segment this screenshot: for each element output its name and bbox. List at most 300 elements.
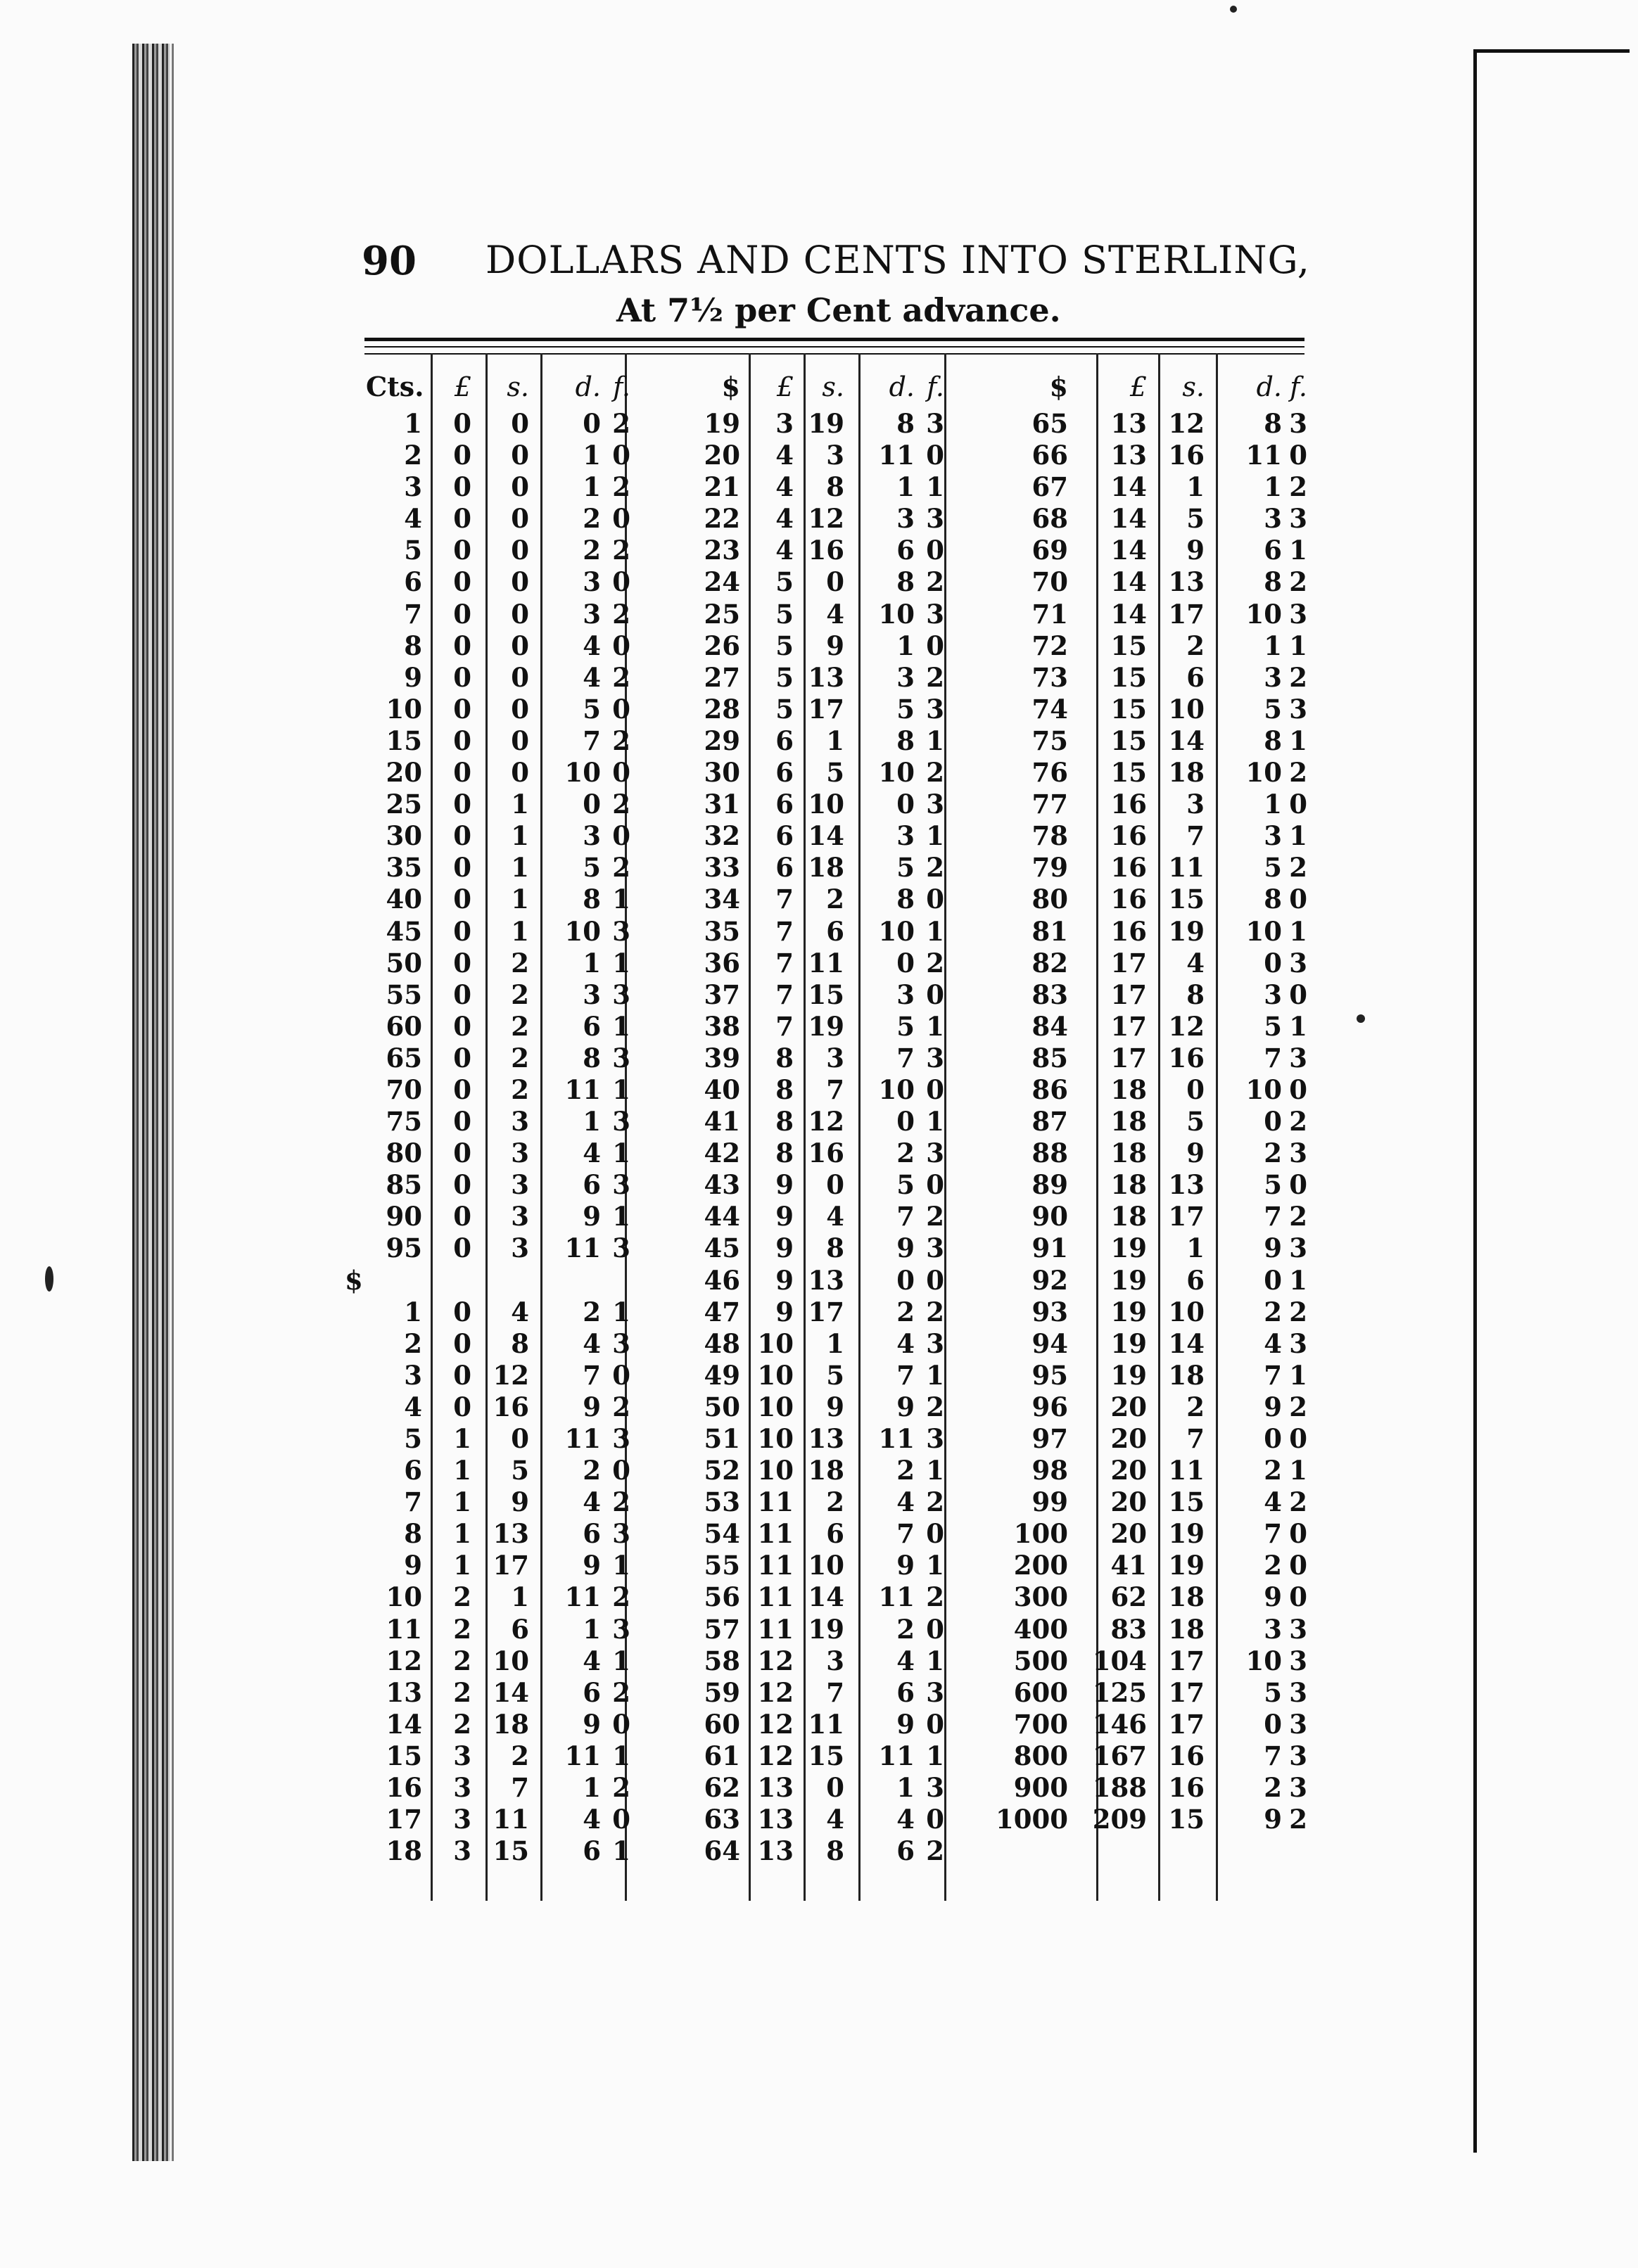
cell-shillings: 11 (1168, 852, 1205, 884)
cell-pence: 1 (583, 1613, 601, 1645)
cell-shillings: 17 (1168, 1201, 1205, 1232)
cell-farthings: 1 (1289, 630, 1307, 661)
cell-pence: 10 (878, 1074, 915, 1105)
cell-pence: 6 (583, 1010, 601, 1042)
cell-pence: 3 (1264, 820, 1282, 852)
cell-farthings: 0 (612, 820, 630, 852)
cell-shillings: 10 (1168, 693, 1205, 725)
cell-shillings: 5 (511, 1455, 529, 1486)
cell-farthings: 3 (612, 1327, 630, 1359)
cell-shillings: 16 (808, 535, 844, 566)
cell-pence: 4 (896, 1804, 915, 1835)
cell-amount: 64 (704, 1835, 740, 1867)
cell-pounds: 2 (453, 1708, 471, 1740)
cell-pence: 3 (583, 820, 601, 852)
cell-farthings: 0 (926, 440, 944, 471)
cell-pounds: 0 (453, 884, 471, 915)
cell-pence: 3 (583, 598, 601, 630)
cell-pounds: 0 (453, 1327, 471, 1359)
cell-pounds: 2 (453, 1645, 471, 1676)
table-row (366, 1518, 633, 1550)
cell-amount: 35 (386, 852, 422, 884)
cell-shillings: 6 (1186, 661, 1205, 693)
cell-farthings: 1 (926, 1740, 944, 1771)
cell-amount: 55 (704, 1550, 740, 1581)
cell-pounds: 0 (453, 1201, 471, 1232)
cell-pounds: 20 (1110, 1423, 1147, 1454)
cell-farthings: 3 (1289, 1708, 1307, 1740)
table-row (690, 662, 950, 694)
cell-pence: 7 (896, 1359, 915, 1391)
cell-pence: 3 (896, 820, 915, 852)
cell-shillings: 8 (1186, 979, 1205, 1010)
cell-shillings: 11 (808, 1708, 844, 1740)
table-row (366, 916, 633, 948)
cell-amount: 46 (704, 1264, 740, 1296)
table-row (1013, 789, 1309, 820)
cell-pounds: 9 (775, 1232, 794, 1264)
cell-farthings: 2 (612, 408, 630, 439)
cell-pounds: 0 (453, 503, 471, 535)
cell-amount: 80 (1031, 884, 1068, 915)
table-row (366, 1614, 633, 1645)
cell-pounds: 7 (775, 979, 794, 1010)
cell-shillings: 1 (511, 820, 529, 852)
cell-pounds: 10 (757, 1423, 794, 1454)
table-row (366, 1138, 633, 1169)
column-header-pounds: £ (776, 371, 794, 402)
cell-amount: 48 (704, 1327, 740, 1359)
cell-pence: 5 (1264, 1010, 1282, 1042)
cell-shillings: 5 (826, 1359, 844, 1391)
cell-pounds: 6 (775, 852, 794, 884)
cell-farthings: 0 (612, 566, 630, 598)
table-row (690, 884, 950, 915)
cell-pounds: 3 (453, 1835, 471, 1867)
table-row (366, 471, 633, 503)
cell-amount: 17 (386, 1804, 422, 1835)
cell-amount: 4 (404, 1391, 422, 1422)
cell-pence: 4 (1264, 1486, 1282, 1518)
cell-farthings: 3 (926, 693, 944, 725)
cell-pounds: 19 (1110, 1359, 1147, 1391)
cell-amount: 7 (404, 598, 422, 630)
cell-pence: 7 (896, 1518, 915, 1550)
cell-shillings: 16 (808, 1138, 844, 1169)
cell-shillings: 8 (826, 1835, 844, 1867)
cell-shillings: 18 (493, 1708, 529, 1740)
cell-shillings: 9 (826, 630, 844, 661)
cell-pounds: 19 (1110, 1264, 1147, 1296)
cell-farthings: 1 (612, 1550, 630, 1581)
cell-amount: 30 (386, 820, 422, 852)
page-number: 90 (362, 238, 417, 284)
cell-farthings: 2 (612, 1772, 630, 1804)
cell-shillings: 10 (493, 1645, 529, 1676)
table-row (366, 566, 633, 598)
cell-amount: 9 (404, 1550, 422, 1581)
cell-pounds: 17 (1110, 1042, 1147, 1074)
cell-pounds: 12 (757, 1645, 794, 1676)
cell-pounds: 16 (1110, 915, 1147, 947)
cell-pounds: 17 (1110, 947, 1147, 979)
dust-speck (1357, 1014, 1365, 1023)
cell-shillings: 1 (826, 1327, 844, 1359)
cell-shillings: 6 (826, 1518, 844, 1550)
cell-pence: 1 (583, 947, 601, 979)
cell-shillings: 19 (808, 408, 844, 439)
table-row (366, 1391, 633, 1423)
cell-pence: 9 (1264, 1232, 1282, 1264)
cell-shillings: 2 (1186, 630, 1205, 661)
cell-pence: 5 (896, 852, 915, 884)
table-row (690, 948, 950, 979)
cell-farthings: 1 (612, 1645, 630, 1676)
cell-amount: 8 (404, 630, 422, 661)
cell-pence: 3 (1264, 503, 1282, 535)
cell-pounds: 0 (453, 440, 471, 471)
cell-pounds: 9 (775, 1169, 794, 1201)
cell-pounds: 0 (453, 852, 471, 884)
cell-pence: 8 (1264, 725, 1282, 756)
cell-shillings: 18 (1168, 757, 1205, 789)
cell-pounds: 7 (775, 915, 794, 947)
cell-shillings: 13 (808, 1423, 844, 1454)
cell-shillings: 18 (1168, 1581, 1205, 1613)
cell-amount: 10 (386, 693, 422, 725)
cell-amount: 67 (1031, 471, 1068, 503)
cell-amount: 87 (1031, 1106, 1068, 1138)
cell-farthings: 0 (612, 503, 630, 535)
cell-farthings: 2 (612, 789, 630, 820)
cell-pounds: 3 (453, 1804, 471, 1835)
cell-farthings: 0 (926, 884, 944, 915)
cell-pence: 1 (1264, 471, 1282, 503)
cell-pence: 11 (564, 1074, 601, 1105)
cell-farthings: 1 (1289, 535, 1307, 566)
cell-farthings: 0 (612, 1708, 630, 1740)
cell-farthings: 1 (926, 1550, 944, 1581)
cell-shillings: 3 (511, 1169, 529, 1201)
cell-amount: 32 (704, 820, 740, 852)
cell-pence: 10 (1245, 1074, 1282, 1105)
cell-pence: 3 (896, 661, 915, 693)
cell-shillings: 5 (1186, 503, 1205, 535)
cell-pence: 1 (896, 1772, 915, 1804)
cell-farthings: 1 (1289, 1455, 1307, 1486)
cell-amount: 39 (704, 1042, 740, 1074)
cell-shillings: 14 (1168, 725, 1205, 756)
cell-pence: 5 (896, 1169, 915, 1201)
cell-farthings: 3 (1289, 693, 1307, 725)
cell-pence: 3 (583, 979, 601, 1010)
table-row (690, 408, 950, 440)
cell-amount: 400 (1013, 1613, 1068, 1645)
table-row (366, 1709, 633, 1740)
cell-pence: 0 (896, 1106, 915, 1138)
table-row (366, 820, 633, 852)
table-header-row (690, 366, 950, 408)
cell-pounds: 15 (1110, 693, 1147, 725)
cell-pence: 6 (583, 1676, 601, 1708)
cell-farthings: 0 (612, 440, 630, 471)
table-row (690, 1614, 950, 1645)
cell-shillings: 12 (493, 1359, 529, 1391)
cell-shillings: 16 (1168, 1772, 1205, 1804)
cell-pounds: 20 (1110, 1486, 1147, 1518)
cell-amount: 95 (1031, 1359, 1068, 1391)
header-rule (364, 338, 1304, 341)
cell-shillings: 17 (808, 693, 844, 725)
cell-amount: 23 (704, 535, 740, 566)
header-rule (364, 346, 1304, 348)
table-row (1013, 979, 1309, 1011)
table-row (1013, 662, 1309, 694)
cell-farthings: 3 (1289, 1740, 1307, 1771)
cell-shillings: 3 (511, 1106, 529, 1138)
page-subtitle: At 7½ per Cent advance. (616, 291, 1061, 329)
cell-amount: 1 (404, 1296, 422, 1327)
cell-pence: 4 (583, 1486, 601, 1518)
table-row (690, 1297, 950, 1328)
table-row (690, 1232, 950, 1264)
cell-pounds: 0 (453, 1138, 471, 1169)
cell-amount: 95 (386, 1232, 422, 1264)
cell-pounds: 12 (757, 1708, 794, 1740)
table-row (690, 916, 950, 948)
cell-farthings: 3 (612, 1106, 630, 1138)
cell-shillings: 12 (1168, 1010, 1205, 1042)
table-row (690, 1391, 950, 1423)
cell-amount: 22 (704, 503, 740, 535)
cell-pounds: 8 (775, 1138, 794, 1169)
cell-farthings: 3 (1289, 1772, 1307, 1804)
cell-amount: 85 (386, 1169, 422, 1201)
cell-pounds: 15 (1110, 725, 1147, 756)
cell-pounds: 7 (775, 1010, 794, 1042)
cell-farthings: 2 (1289, 1804, 1307, 1835)
cell-shillings: 4 (1186, 947, 1205, 979)
table-row (690, 1423, 950, 1455)
cell-pence: 3 (1264, 661, 1282, 693)
cell-pounds: 0 (453, 1042, 471, 1074)
table-row (1013, 1360, 1309, 1391)
cell-shillings: 0 (511, 757, 529, 789)
cell-pence: 2 (583, 1455, 601, 1486)
table-row (1013, 820, 1309, 852)
cell-shillings: 0 (511, 471, 529, 503)
table-row (366, 503, 633, 535)
cell-shillings: 0 (511, 725, 529, 756)
table-row (690, 852, 950, 884)
table-row (366, 1106, 633, 1138)
cell-amount: 84 (1031, 1010, 1068, 1042)
cell-shillings: 10 (1168, 1296, 1205, 1327)
cell-pounds: 18 (1110, 1074, 1147, 1105)
table-row (690, 1581, 950, 1613)
cell-farthings: 0 (926, 1518, 944, 1550)
table-row (1013, 1297, 1309, 1328)
cell-amount: 96 (1031, 1391, 1068, 1422)
cell-shillings: 7 (1186, 1423, 1205, 1454)
cell-shillings: 6 (511, 1613, 529, 1645)
cell-amount: 91 (1031, 1232, 1068, 1264)
cell-farthings: 0 (1289, 884, 1307, 915)
cell-farthings: 0 (926, 1264, 944, 1296)
cell-pence: 2 (583, 535, 601, 566)
cell-farthings: 1 (1289, 915, 1307, 947)
cell-amount: 65 (1031, 408, 1068, 439)
cell-amount: 15 (386, 1740, 422, 1771)
cell-farthings: 2 (612, 725, 630, 756)
table-row (690, 1138, 950, 1169)
cell-shillings: 13 (1168, 1169, 1205, 1201)
cell-amount: 3 (404, 1359, 422, 1391)
cell-farthings: 2 (612, 598, 630, 630)
cell-shillings: 2 (511, 947, 529, 979)
cell-pounds: 15 (1110, 661, 1147, 693)
cell-shillings: 8 (826, 471, 844, 503)
cell-farthings: 1 (612, 1296, 630, 1327)
cell-amount: 37 (704, 979, 740, 1010)
table-row (366, 1581, 633, 1613)
column-header-farthings: f. (1290, 371, 1307, 402)
cell-farthings: 2 (1289, 1486, 1307, 1518)
cell-amount: 18 (386, 1835, 422, 1867)
cell-shillings: 10 (808, 1550, 844, 1581)
cell-pence: 3 (896, 979, 915, 1010)
cell-farthings: 0 (612, 1455, 630, 1486)
cell-pounds: 0 (453, 915, 471, 947)
cell-amount: 20 (386, 757, 422, 789)
cell-pounds: 16 (1110, 820, 1147, 852)
table-row (690, 1169, 950, 1201)
cell-shillings: 2 (511, 1740, 529, 1771)
cell-pounds: 13 (757, 1772, 794, 1804)
table-row (690, 1645, 950, 1677)
cell-pence: 9 (896, 1708, 915, 1740)
cell-pounds: 18 (1110, 1106, 1147, 1138)
cell-amount: 100 (1013, 1518, 1068, 1550)
cell-amount: 13 (386, 1676, 422, 1708)
cell-amount: 97 (1031, 1423, 1068, 1454)
cell-farthings: 1 (612, 1074, 630, 1105)
cell-shillings: 8 (826, 1232, 844, 1264)
cell-farthings: 0 (1289, 1518, 1307, 1550)
cell-shillings: 3 (1186, 789, 1205, 820)
cell-pounds: 6 (775, 757, 794, 789)
cell-farthings: 3 (926, 1423, 944, 1454)
cell-pence: 3 (1264, 1613, 1282, 1645)
cell-pence: 0 (896, 1264, 915, 1296)
table-row (1013, 630, 1309, 662)
table-row (366, 1835, 633, 1867)
cell-farthings: 2 (612, 1676, 630, 1708)
cell-amount: 300 (1013, 1581, 1068, 1613)
cell-amount: 52 (704, 1455, 740, 1486)
table-row (690, 471, 950, 503)
table-row (690, 1772, 950, 1804)
cell-farthings: 1 (612, 884, 630, 915)
cell-farthings: 0 (1289, 1581, 1307, 1613)
cell-shillings: 1 (1186, 471, 1205, 503)
cell-pence: 11 (564, 1740, 601, 1771)
cell-amount: 30 (704, 757, 740, 789)
cell-amount: 60 (704, 1708, 740, 1740)
cell-shillings: 13 (493, 1518, 529, 1550)
cell-pounds: 125 (1092, 1676, 1147, 1708)
cell-amount: 98 (1031, 1455, 1068, 1486)
cell-amount: 69 (1031, 535, 1068, 566)
cell-pence: 10 (1245, 757, 1282, 789)
cell-farthings: 3 (1289, 1138, 1307, 1169)
cell-pence: 0 (1264, 947, 1282, 979)
cell-amount: 2 (404, 1327, 422, 1359)
cell-amount: 36 (704, 947, 740, 979)
cell-farthings: 1 (926, 1010, 944, 1042)
column-header-pence: d. (575, 371, 601, 402)
column-header-farthings: f. (613, 371, 630, 402)
cell-farthings: 0 (1289, 1423, 1307, 1454)
table-row (1013, 852, 1309, 884)
cell-shillings: 13 (808, 1264, 844, 1296)
cell-amount: 700 (1013, 1708, 1068, 1740)
cell-pence: 2 (583, 503, 601, 535)
cell-pence: 7 (1264, 1201, 1282, 1232)
cell-pounds: 5 (775, 693, 794, 725)
table-row (690, 1455, 950, 1486)
cell-farthings: 2 (1289, 1296, 1307, 1327)
cell-farthings: 1 (612, 1010, 630, 1042)
cell-shillings: 16 (1168, 440, 1205, 471)
cell-pounds: 14 (1110, 503, 1147, 535)
cell-farthings: 2 (612, 1486, 630, 1518)
cell-shillings: 0 (511, 408, 529, 439)
cell-pence: 4 (896, 1327, 915, 1359)
cell-pence: 2 (896, 1613, 915, 1645)
cell-pounds: 4 (775, 503, 794, 535)
cell-shillings: 14 (808, 820, 844, 852)
cell-amount: 35 (704, 915, 740, 947)
cell-farthings: 3 (926, 1042, 944, 1074)
dust-speck (1230, 6, 1237, 13)
table-row (1013, 566, 1309, 598)
cell-amount: 77 (1031, 789, 1068, 820)
cell-shillings: 16 (1168, 1740, 1205, 1771)
cell-amount: 29 (704, 725, 740, 756)
cell-shillings: 13 (1168, 566, 1205, 598)
cell-farthings: 0 (1289, 440, 1307, 471)
cell-farthings: 0 (926, 979, 944, 1010)
cell-farthings: 3 (612, 1613, 630, 1645)
cell-shillings: 1 (1186, 1232, 1205, 1264)
cell-amount: 7 (404, 1486, 422, 1518)
cell-shillings: 18 (808, 1455, 844, 1486)
table-row (366, 789, 633, 820)
cell-pence: 5 (1264, 852, 1282, 884)
cell-farthings: 3 (1289, 1232, 1307, 1264)
cell-pence: 8 (583, 884, 601, 915)
column-header-pence: d. (1256, 371, 1282, 402)
cell-farthings: 0 (612, 1359, 630, 1391)
cell-pounds: 9 (775, 1264, 794, 1296)
cell-pounds: 6 (775, 820, 794, 852)
cell-shillings: 2 (826, 884, 844, 915)
cell-pounds: 1 (453, 1455, 471, 1486)
cell-amount: 90 (386, 1201, 422, 1232)
cell-farthings: 3 (1289, 1613, 1307, 1645)
cell-pence: 7 (896, 1042, 915, 1074)
